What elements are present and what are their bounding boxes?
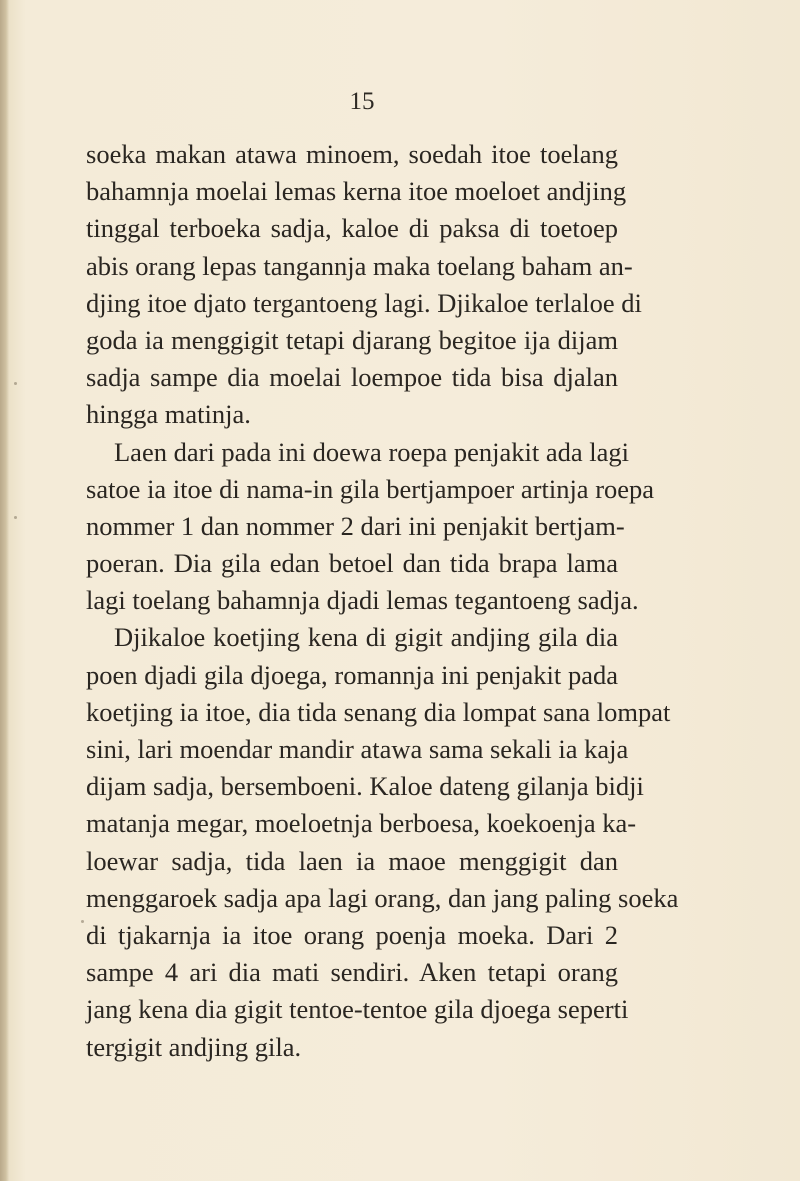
- text-line: loewar sadja, tida laen ia maoe menggigit dan: [86, 845, 618, 876]
- text-line: sampe 4 ari dia mati sendiri. Aken tetapi orang: [86, 957, 618, 988]
- text-line: bahamnja moelai lemas kerna itoe moeloet andjing: [86, 176, 627, 207]
- text-line: tinggal terboeka sadja, kaloe di paksa di toetoep: [86, 213, 618, 244]
- text-line: dijam sadja, bersemboeni. Kaloe dateng gilanja bidji: [86, 771, 644, 802]
- text-line: djing itoe djato tergantoeng lagi. Djikaloe terlaloe di: [86, 287, 642, 318]
- body-text: [86, 136, 679, 1066]
- text-line: sadja sampe dia moelai loempoe tida bisa djalan: [86, 362, 618, 393]
- text-line: abis orang lepas tangannja maka toelang baham an-: [86, 250, 633, 281]
- paper-speck: [14, 382, 17, 385]
- text-line: tergigit andjing gila.: [86, 1031, 302, 1062]
- text-line: menggaroek sadja apa lagi orang, dan jang paling soeka: [86, 882, 679, 913]
- text-line: jang kena dia gigit tentoe-tentoe gila djoega seperti: [86, 994, 629, 1025]
- text-line: lagi toelang bahamnja djadi lemas tegantoeng sadja.: [86, 585, 639, 616]
- page-number: 15: [349, 88, 375, 115]
- text-line: Laen dari pada ini doewa roepa penjakit ada lagi: [114, 436, 630, 467]
- page-gutter-shadow: [0, 0, 9, 1181]
- text-line: di tjakarnja ia itoe orang poenja moeka. Dari 2: [86, 919, 618, 950]
- text-line: hingga matinja.: [86, 399, 251, 430]
- text-line: nommer 1 dan nommer 2 dari ini penjakit bertjam-: [86, 510, 625, 541]
- text-line: poeran. Dia gila edan betoel dan tida brapa lama: [86, 548, 618, 579]
- text-line: soeka makan atawa minoem, soedah itoe toelang: [86, 139, 618, 169]
- text-line: satoe ia itoe di nama-in gila bertjampoer artinja roepa: [86, 473, 655, 504]
- text-line: sini, lari moendar mandir atawa sama sekali ia kaja: [86, 734, 629, 764]
- text-line: Djikaloe koetjing kena di gigit andjing gila dia: [114, 622, 618, 653]
- text-line: matanja megar, moeloetnja berboesa, koekoenja ka-: [86, 808, 637, 839]
- text-line: poen djadi gila djoega, romannja ini penjakit pada: [86, 659, 618, 690]
- text-line: goda ia menggigit tetapi djarang begitoe ija dijam: [86, 324, 618, 355]
- paper-speck: [81, 920, 84, 923]
- paper-speck: [14, 516, 17, 519]
- text-line: koetjing ia itoe, dia tida senang dia lompat sana lompat: [86, 696, 671, 727]
